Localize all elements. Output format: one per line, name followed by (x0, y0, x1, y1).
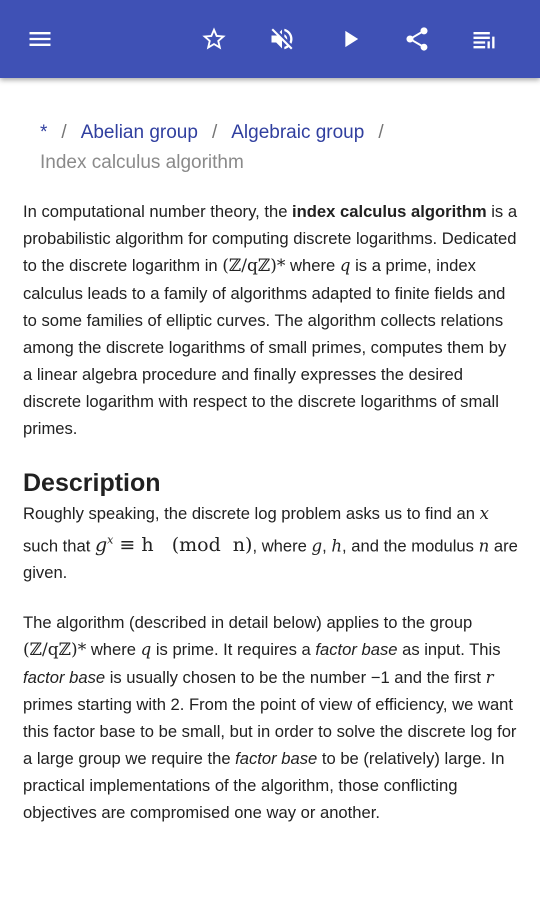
breadcrumb-current: Index calculus algorithm (40, 152, 244, 173)
breadcrumb (40, 118, 510, 178)
math-group: (ℤ/qℤ)* (222, 256, 286, 276)
play-icon (336, 25, 364, 53)
algorithm-paragraph: The algorithm (described in detail below) applies to the group (ℤ/qℤ)* where q is prime. It requires a factor base as input. This factor base is usually chosen to be the number −1 and the first r primes starting with 2. From the point of view of efficiency, we want this factor base to be small, but in order to solve the discrete log for a large group we require the factor base to be (relatively) large. In practical implementations of the algorithm, those conflicting objectives are compromised one way or another. (23, 613, 517, 823)
mute-button[interactable] (262, 19, 302, 59)
star-icon (200, 25, 228, 53)
article-content (23, 118, 519, 826)
emphasis-term: factor base (315, 640, 398, 660)
menu-button[interactable] (20, 19, 60, 59)
math-var: q (339, 256, 351, 275)
breadcrumb-separator: / (61, 122, 67, 143)
breadcrumb-home-link[interactable]: * (40, 122, 48, 143)
play-button[interactable] (330, 19, 370, 59)
playlist-button[interactable] (464, 19, 504, 59)
favorite-button[interactable] (194, 19, 234, 59)
math-congruence: $g^x \equiv h$ (mod n) (94, 534, 253, 557)
menu-icon (26, 25, 54, 53)
math-group: (ℤ/qℤ)* (23, 640, 87, 661)
breadcrumb-link-abelian-group[interactable]: Abelian group (80, 122, 198, 143)
math-var: x (479, 504, 489, 523)
share-button[interactable] (397, 19, 437, 59)
share-icon (403, 25, 431, 53)
description-paragraph: Roughly speaking, the discrete log problem asks us to find an x such that $g^x \equiv h$ (mod n), where g, h, and the modulus n are given. (23, 504, 518, 583)
emphasis-term: factor base (235, 749, 318, 769)
app-bar (0, 0, 540, 78)
section-heading-description: Description (23, 469, 161, 497)
bold-term: index calculus algorithm (292, 202, 487, 221)
volume-off-icon (268, 25, 296, 53)
playlist-icon (470, 25, 498, 53)
breadcrumb-separator: / (378, 122, 384, 143)
breadcrumb-link-algebraic-group[interactable]: Algebraic group (231, 122, 365, 143)
emphasis-term: factor base (23, 668, 106, 688)
breadcrumb-separator: / (211, 122, 218, 143)
intro-paragraph: In computational number theory, the index calculus algorithm is a probabilistic algorithm for computing discrete logarithms. Dedicated to the discrete logarithm in (ℤ/qℤ)* where q is a prime, index calculus leads to a family of algorithms adapted to finite fields and to some families of elliptic curves. The algorithm collects relations among the discrete logarithms of small primes, computes them by a linear algebra procedure and finally expresses the desired discrete logarithm with respect to the discrete logarithms of small primes. (23, 202, 518, 438)
